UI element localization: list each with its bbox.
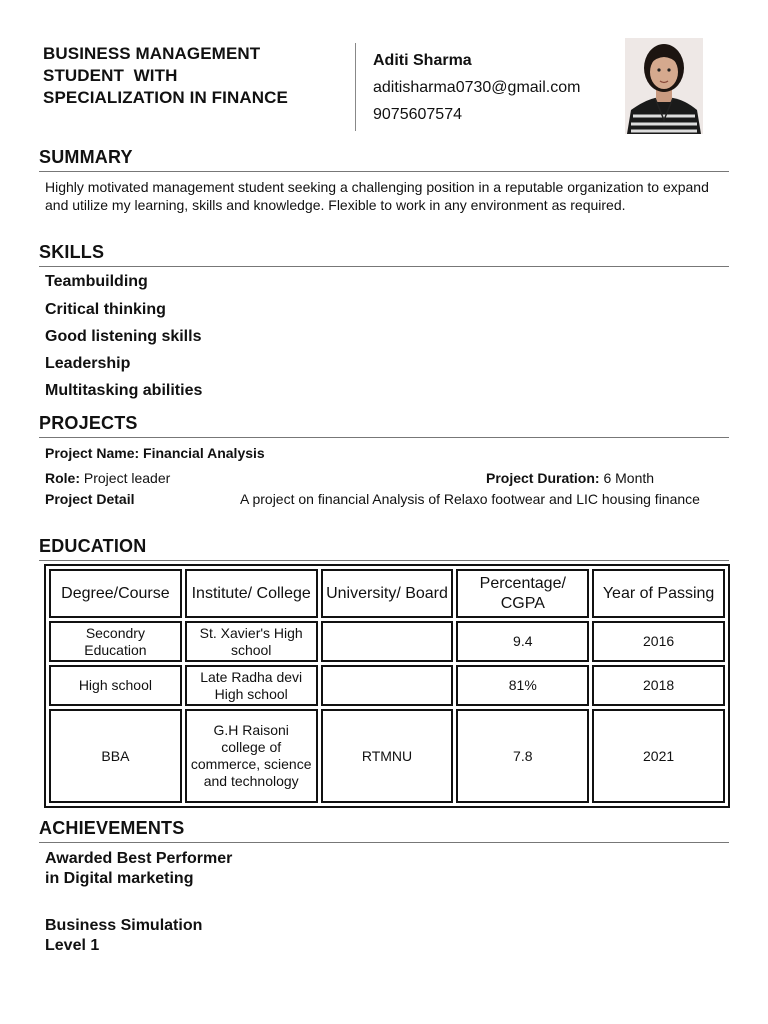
table-cell: St. Xavier's High school [185,621,318,662]
project-duration-value: 6 Month [603,470,655,486]
candidate-name: Aditi Sharma [373,52,472,69]
table-cell: G.H Raisoni college of commerce, science and technology [185,709,318,803]
projects-rule [39,437,729,438]
education-rule [39,560,729,561]
project-duration-label: Project Duration: [486,470,600,486]
table-row [49,709,725,803]
achievement-item: Awarded Best Performer in Digital marketing [45,850,233,887]
skill-item: Good listening skills [45,328,202,345]
skill-item: Multitasking abilities [45,382,203,399]
skills-heading: SKILLS [39,242,105,262]
projects-heading: PROJECTS [39,413,138,433]
column-header-university: University/ Board [321,569,454,618]
project-role-label: Role: [45,470,80,486]
project-detail-value: A project on financial Analysis of Relaxo footwear and LIC housing finance [240,491,700,507]
table-cell: Secondry Education [49,621,182,662]
skill-item: Critical thinking [45,301,166,318]
skills-rule [39,266,729,267]
project-role-value: Project leader [83,470,171,486]
table-cell: 2021 [592,709,725,803]
achievement-item: Business Simulation Level 1 [45,917,203,954]
resume-title-line-1: BUSINESS MANAGEMENT [43,44,261,63]
table-cell [321,621,454,662]
project-detail-label: Project Detail [45,491,135,507]
resume-title-line-2: STUDENT WITH [43,66,178,85]
table-cell: RTMNU [321,709,454,803]
table-cell: Late Radha devi High school [185,665,318,706]
skill-item: Teambuilding [45,273,148,290]
table-cell: 7.8 [456,709,589,803]
achievements-heading: ACHIEVEMENTS [39,818,185,838]
table-cell [321,665,454,706]
education-table [44,564,730,808]
education-header-row [49,569,725,618]
table-cell: 9.4 [456,621,589,662]
education-heading: EDUCATION [39,536,147,556]
email-address[interactable]: aditisharma0730@gmail.com [373,79,581,96]
summary-rule [39,171,729,172]
skill-item: Leadership [45,355,131,372]
project-role [45,469,170,487]
achievements-rule [39,842,729,843]
table-row [49,665,725,706]
resume-title-line-3: SPECIALIZATION IN FINANCE [43,88,288,107]
header-divider [355,43,356,131]
table-cell: 81% [456,665,589,706]
phone-number[interactable]: 9075607574 [373,106,462,123]
table-cell: High school [49,665,182,706]
table-row [49,621,725,662]
column-header-institute: Institute/ College [185,569,318,618]
project-name-label: Project Name: [45,445,140,461]
project-name-value: Financial Analysis [143,445,265,461]
table-cell: 2016 [592,621,725,662]
summary-text: Highly motivated management student seeking a challenging position in a reputable organization to expand and utilize my learning, skills and knowledge. Flexible to work in any environment as required. [45,179,709,213]
project-name [45,444,265,462]
column-header-degree: Degree/Course [49,569,182,618]
table-cell: BBA [49,709,182,803]
project-duration [486,469,654,487]
profile-photo [625,38,703,134]
summary-heading: SUMMARY [39,147,133,167]
table-cell: 2018 [592,665,725,706]
column-header-year: Year of Passing [592,569,725,618]
column-header-percentage: Percentage/ CGPA [456,569,589,618]
